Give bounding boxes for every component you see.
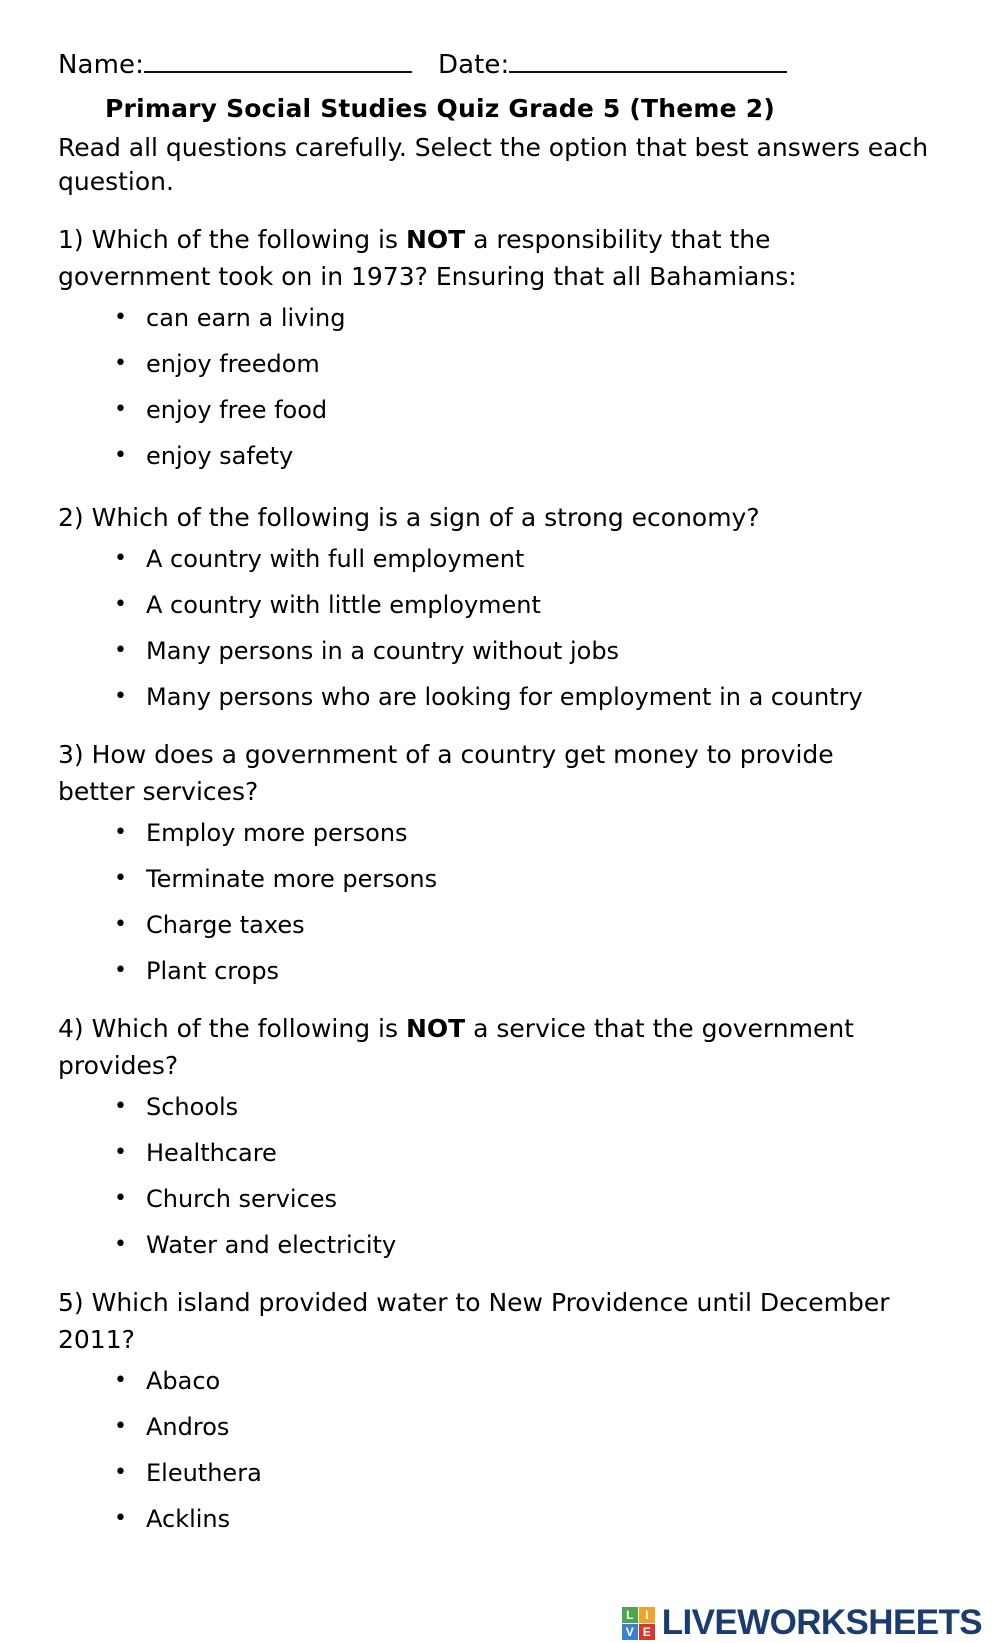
option-item[interactable]	[114, 1230, 942, 1260]
page-title: Primary Social Studies Quiz Grade 5 (Theme 2)	[105, 94, 775, 123]
options-list-5	[58, 1366, 942, 1534]
logo-cell-l: L	[622, 1607, 638, 1623]
option-item[interactable]	[114, 682, 942, 712]
bullet-icon: •	[114, 351, 127, 376]
bullet-icon: •	[114, 305, 127, 330]
bullet-icon: •	[114, 1506, 127, 1531]
option-label: A country with full employment	[146, 545, 525, 573]
logo-cell-e: E	[639, 1624, 655, 1640]
option-item[interactable]	[114, 1092, 942, 1122]
name-date-row	[58, 48, 942, 88]
date-label: Date:	[437, 50, 510, 80]
option-item[interactable]	[114, 636, 942, 666]
bullet-icon: •	[114, 684, 127, 709]
question-text-5	[58, 1284, 903, 1358]
option-label: Terminate more persons	[146, 865, 438, 893]
option-item[interactable]	[114, 864, 942, 894]
bullet-icon: •	[114, 1140, 127, 1165]
bullet-icon: •	[114, 866, 127, 891]
bullet-icon: •	[114, 958, 127, 983]
options-list-1	[58, 303, 942, 471]
question-block-2	[58, 499, 942, 712]
question-text-2-part-a: 2) Which of the following is a sign of a strong economy?	[58, 503, 760, 532]
bullet-icon: •	[114, 546, 127, 571]
option-label: Healthcare	[146, 1139, 277, 1167]
liveworksheets-wordmark: LIVEWORKSHEETS	[661, 1603, 982, 1642]
option-label: Eleuthera	[146, 1459, 262, 1487]
bullet-icon: •	[114, 592, 127, 617]
option-item[interactable]	[114, 395, 942, 425]
bullet-icon: •	[114, 443, 127, 468]
options-list-3	[58, 818, 942, 986]
bullet-icon: •	[114, 397, 127, 422]
option-item[interactable]	[114, 544, 942, 574]
question-block-3	[58, 736, 942, 986]
question-text-4-part-a: 4) Which of the following is	[58, 1014, 406, 1043]
logo-cell-v: V	[622, 1624, 638, 1640]
option-item[interactable]	[114, 349, 942, 379]
question-block-1	[58, 221, 942, 471]
option-item[interactable]	[114, 1366, 942, 1396]
option-label: Schools	[146, 1093, 239, 1121]
question-text-3-part-a: 3) How does a government of a country get money to provide better services?	[58, 740, 834, 806]
option-item[interactable]	[114, 303, 942, 333]
name-input[interactable]	[144, 49, 412, 73]
option-label: Church services	[146, 1185, 338, 1213]
question-text-1-bold: NOT	[405, 225, 466, 254]
option-label: Charge taxes	[146, 911, 305, 939]
option-label: Water and electricity	[146, 1231, 397, 1259]
bullet-icon: •	[114, 1232, 127, 1257]
option-item[interactable]	[114, 1184, 942, 1214]
logo-cell-i: I	[639, 1607, 655, 1623]
option-label: Many persons in a country without jobs	[146, 637, 620, 665]
question-text-1-part-b: a responsibility that the government took on in 1973? Ensuring that all Bahamians:	[58, 225, 797, 291]
option-item[interactable]	[114, 910, 942, 940]
question-block-4	[58, 1010, 942, 1260]
bullet-icon: •	[114, 1094, 127, 1119]
option-label: Andros	[146, 1413, 230, 1441]
instructions-text: Read all questions carefully. Select the option that best answers each question.	[58, 133, 929, 196]
question-block-5	[58, 1284, 942, 1534]
options-list-2	[58, 544, 942, 712]
option-label: A country with little employment	[146, 591, 541, 619]
option-item[interactable]	[114, 818, 942, 848]
name-label: Name:	[58, 50, 144, 80]
option-item[interactable]	[114, 956, 942, 986]
bullet-icon: •	[114, 1414, 127, 1439]
bullet-icon: •	[114, 820, 127, 845]
question-text-3	[58, 736, 903, 810]
question-text-4-bold: NOT	[405, 1014, 466, 1043]
option-label: enjoy free food	[146, 396, 328, 424]
question-text-1	[58, 221, 903, 295]
question-text-2	[58, 499, 903, 536]
liveworksheets-logo[interactable]	[622, 1605, 982, 1641]
option-item[interactable]	[114, 441, 942, 471]
bullet-icon: •	[114, 1460, 127, 1485]
option-item[interactable]	[114, 1458, 942, 1488]
liveworksheets-mark-icon	[622, 1607, 655, 1640]
bullet-icon: •	[114, 912, 127, 937]
bullet-icon: •	[114, 638, 127, 663]
option-item[interactable]	[114, 1504, 942, 1534]
option-item[interactable]	[114, 590, 942, 620]
option-label: Plant crops	[146, 957, 280, 985]
option-item[interactable]	[114, 1412, 942, 1442]
option-label: Many persons who are looking for employment in a country	[146, 683, 863, 711]
option-item[interactable]	[114, 1138, 942, 1168]
options-list-4	[58, 1092, 942, 1260]
question-text-1-part-a: 1) Which of the following is	[58, 225, 406, 254]
bullet-icon: •	[114, 1368, 127, 1393]
option-label: Acklins	[146, 1505, 231, 1533]
question-text-4	[58, 1010, 903, 1084]
option-label: enjoy freedom	[146, 350, 320, 378]
option-label: Employ more persons	[146, 819, 408, 847]
bullet-icon: •	[114, 1186, 127, 1211]
question-text-5-part-a: 5) Which island provided water to New Providence until December 2011?	[58, 1288, 890, 1354]
option-label: can earn a living	[146, 304, 346, 332]
question-text-4-part-b: a service that the government provides?	[58, 1014, 854, 1080]
date-input[interactable]	[509, 49, 787, 73]
option-label: enjoy safety	[146, 442, 294, 470]
option-label: Abaco	[146, 1367, 221, 1395]
